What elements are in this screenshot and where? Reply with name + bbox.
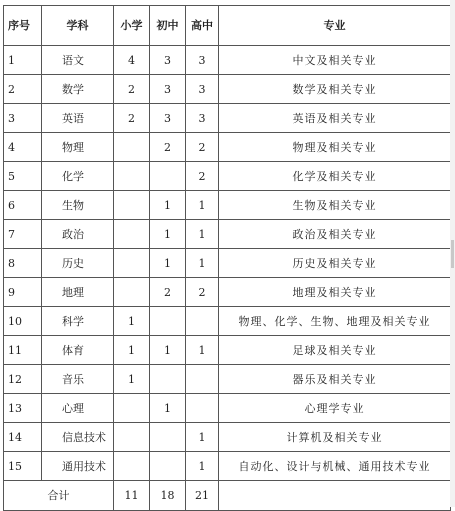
cell-primary: 1 — [114, 336, 150, 365]
cell-subject: 通用技术 — [42, 452, 114, 481]
table-header-row — [4, 6, 451, 46]
cell-high: 1 — [186, 249, 219, 278]
cell-no: 14 — [4, 423, 42, 452]
cell-middle: 2 — [150, 278, 186, 307]
cell-primary: 2 — [114, 104, 150, 133]
cell-subject: 政治 — [42, 220, 114, 249]
header-primary: 小学 — [114, 6, 150, 46]
cell-subject: 生物 — [42, 191, 114, 220]
header-no: 序号 — [4, 6, 42, 46]
cell-middle: 3 — [150, 46, 186, 75]
header-subject: 学科 — [42, 6, 114, 46]
header-high: 高中 — [186, 6, 219, 46]
cell-high — [186, 365, 219, 394]
cell-high: 1 — [186, 423, 219, 452]
cell-no: 15 — [4, 452, 42, 481]
staffing-table — [3, 5, 451, 511]
cell-middle: 1 — [150, 191, 186, 220]
cell-primary — [114, 249, 150, 278]
cell-major: 地理及相关专业 — [219, 278, 451, 307]
cell-major: 计算机及相关专业 — [219, 423, 451, 452]
cell-high: 1 — [186, 336, 219, 365]
cell-subject: 化学 — [42, 162, 114, 191]
cell-major: 足球及相关专业 — [219, 336, 451, 365]
table-row — [4, 452, 451, 481]
cell-subject: 物理 — [42, 133, 114, 162]
cell-major: 英语及相关专业 — [219, 104, 451, 133]
cell-middle: 3 — [150, 104, 186, 133]
cell-major: 历史及相关专业 — [219, 249, 451, 278]
header-middle: 初中 — [150, 6, 186, 46]
cell-no: 13 — [4, 394, 42, 423]
cell-no: 6 — [4, 191, 42, 220]
cell-major: 自动化、设计与机械、通用技术专业 — [219, 452, 451, 481]
cell-subject: 英语 — [42, 104, 114, 133]
cell-primary: 2 — [114, 75, 150, 104]
total-middle: 18 — [150, 481, 186, 511]
cell-subject: 心理 — [42, 394, 114, 423]
cell-no: 3 — [4, 104, 42, 133]
cell-major: 物理及相关专业 — [219, 133, 451, 162]
total-primary: 11 — [114, 481, 150, 511]
cell-no: 1 — [4, 46, 42, 75]
staffing-table-container — [3, 5, 450, 511]
cell-major: 中文及相关专业 — [219, 46, 451, 75]
cell-major: 器乐及相关专业 — [219, 365, 451, 394]
cell-subject: 数学 — [42, 75, 114, 104]
cell-no: 12 — [4, 365, 42, 394]
cell-middle: 3 — [150, 75, 186, 104]
cell-subject: 地理 — [42, 278, 114, 307]
cell-high: 3 — [186, 104, 219, 133]
cell-no: 11 — [4, 336, 42, 365]
cell-middle — [150, 365, 186, 394]
cell-high: 1 — [186, 191, 219, 220]
cell-primary — [114, 162, 150, 191]
table-row — [4, 104, 451, 133]
cell-subject: 信息技术 — [42, 423, 114, 452]
cell-middle: 1 — [150, 220, 186, 249]
cell-middle — [150, 423, 186, 452]
total-major — [219, 481, 451, 511]
cell-primary: 1 — [114, 307, 150, 336]
cell-primary — [114, 452, 150, 481]
cell-subject: 科学 — [42, 307, 114, 336]
cell-middle — [150, 162, 186, 191]
cell-high: 1 — [186, 220, 219, 249]
cell-high — [186, 394, 219, 423]
cell-no: 7 — [4, 220, 42, 249]
table-row — [4, 249, 451, 278]
cell-middle — [150, 307, 186, 336]
cell-high: 3 — [186, 46, 219, 75]
cell-no: 8 — [4, 249, 42, 278]
table-row — [4, 75, 451, 104]
total-row — [4, 481, 451, 511]
cell-no: 4 — [4, 133, 42, 162]
table-body — [4, 46, 451, 511]
scrollbar-thumb[interactable] — [451, 240, 454, 268]
cell-high: 2 — [186, 162, 219, 191]
cell-subject: 历史 — [42, 249, 114, 278]
cell-subject: 音乐 — [42, 365, 114, 394]
table-row — [4, 307, 451, 336]
cell-primary: 4 — [114, 46, 150, 75]
cell-no: 5 — [4, 162, 42, 191]
cell-major: 物理、化学、生物、地理及相关专业 — [219, 307, 451, 336]
cell-major: 化学及相关专业 — [219, 162, 451, 191]
table-row — [4, 394, 451, 423]
header-major: 专业 — [219, 6, 451, 46]
cell-middle: 1 — [150, 336, 186, 365]
total-label: 合计 — [4, 481, 114, 511]
cell-primary — [114, 191, 150, 220]
cell-major: 数学及相关专业 — [219, 75, 451, 104]
cell-primary — [114, 394, 150, 423]
cell-middle — [150, 452, 186, 481]
table-row — [4, 365, 451, 394]
cell-subject: 体育 — [42, 336, 114, 365]
table-row — [4, 278, 451, 307]
cell-primary — [114, 423, 150, 452]
cell-primary: 1 — [114, 365, 150, 394]
table-row — [4, 162, 451, 191]
cell-no: 2 — [4, 75, 42, 104]
cell-primary — [114, 133, 150, 162]
cell-primary — [114, 220, 150, 249]
table-row — [4, 423, 451, 452]
table-row — [4, 46, 451, 75]
cell-middle: 2 — [150, 133, 186, 162]
cell-high — [186, 307, 219, 336]
cell-major: 生物及相关专业 — [219, 191, 451, 220]
table-row — [4, 191, 451, 220]
cell-primary — [114, 278, 150, 307]
cell-high: 2 — [186, 133, 219, 162]
cell-middle: 1 — [150, 394, 186, 423]
cell-middle: 1 — [150, 249, 186, 278]
cell-subject: 语文 — [42, 46, 114, 75]
cell-no: 10 — [4, 307, 42, 336]
cell-high: 2 — [186, 278, 219, 307]
cell-major: 政治及相关专业 — [219, 220, 451, 249]
table-row — [4, 220, 451, 249]
total-high: 21 — [186, 481, 219, 511]
cell-high: 3 — [186, 75, 219, 104]
cell-high: 1 — [186, 452, 219, 481]
table-row — [4, 133, 451, 162]
table-row — [4, 336, 451, 365]
cell-no: 9 — [4, 278, 42, 307]
cell-major: 心理学专业 — [219, 394, 451, 423]
